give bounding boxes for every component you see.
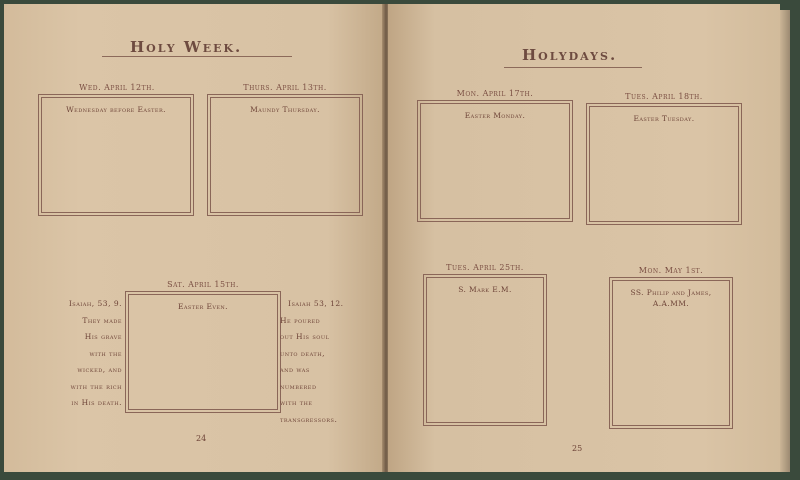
verse-line: and was (280, 365, 310, 374)
day-box-easter-tuesday (589, 106, 739, 222)
day-date: Mon. April 17th. (456, 89, 534, 98)
day-label: Easter Even. (178, 302, 228, 311)
day-box-thursday (210, 97, 360, 213)
page-number: 25 (572, 444, 583, 453)
day-label: Wednesday before Easter. (66, 105, 166, 114)
page-title-holy-week: Holy Week. (130, 38, 243, 56)
verse-reference: Isaiah, 53, 9. (68, 299, 122, 308)
verse-line: with the (89, 348, 122, 358)
day-date: Wed. April 12th. (79, 83, 155, 92)
day-box-wednesday (41, 97, 191, 213)
verse-line: They made (82, 315, 122, 325)
verse-line: with the (280, 398, 313, 407)
day-label: SS. Philip and James, A.A.MM. (630, 288, 712, 308)
verse-reference: Isaiah 53, 12. (288, 299, 344, 308)
verse-left (69, 296, 122, 412)
verse-line: unto death, (280, 348, 325, 358)
page-number: 24 (196, 434, 207, 443)
left-page (4, 4, 384, 472)
verse-line: numbered (280, 381, 317, 391)
day-date: Thurs. April 13th. (243, 83, 327, 92)
verse-line: He poured (280, 315, 321, 325)
day-label: S. Mark E.M. (458, 285, 512, 294)
day-box-saturday (128, 294, 278, 410)
verse-line: transgressors. (280, 414, 338, 424)
title-rule (504, 67, 642, 68)
title-rule (102, 56, 292, 57)
day-date: Sat. April 15th. (167, 280, 239, 289)
verse-line: His grave (84, 332, 122, 341)
right-page (388, 4, 780, 472)
verse-line: out His soul (280, 332, 330, 341)
day-box-s-mark (426, 277, 544, 423)
page-title-holydays: Holydays. (522, 46, 618, 64)
day-box-ss-philip-james (612, 280, 730, 426)
day-date: Tues. April 18th. (625, 92, 703, 101)
verse-line: wicked, and (77, 365, 122, 374)
day-label: Easter Tuesday. (633, 114, 695, 123)
verse-right (280, 296, 344, 428)
day-date: Mon. May 1st. (638, 266, 704, 275)
day-label: Maundy Thursday. (250, 105, 320, 114)
day-date: Tues. April 25th. (446, 263, 524, 272)
verse-line: with the rich (70, 381, 122, 391)
verse-line: in His death. (71, 398, 122, 407)
page-edge (780, 10, 790, 472)
day-label: Easter Monday. (464, 111, 526, 120)
day-box-easter-monday (420, 103, 570, 219)
